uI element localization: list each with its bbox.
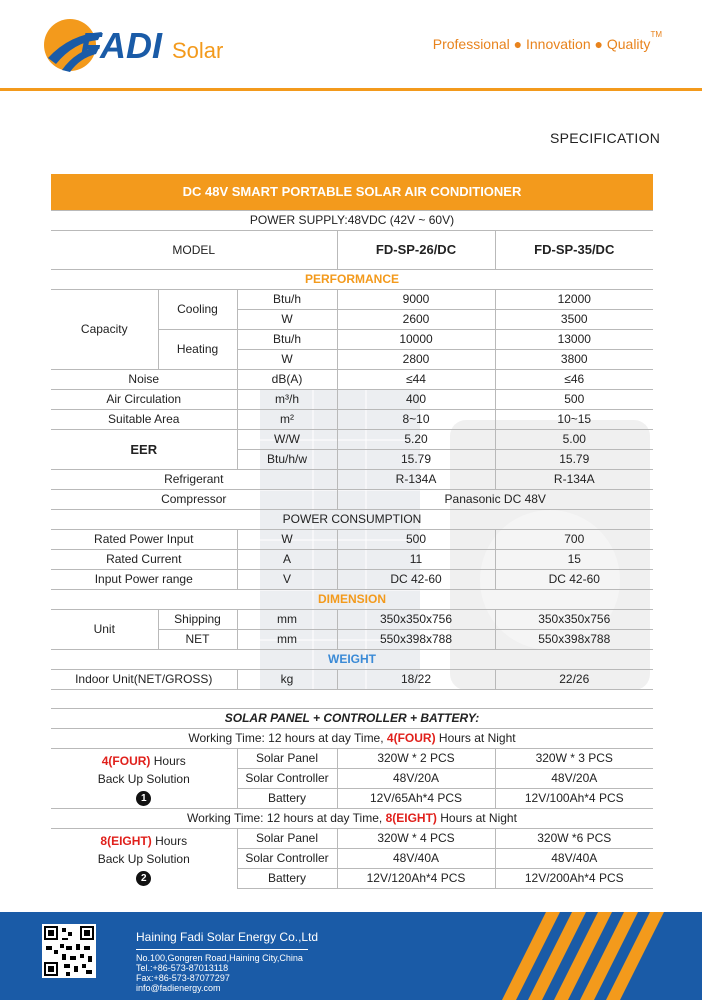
row-label: Indoor Unit(NET/GROSS) (51, 670, 237, 690)
company-address: No.100,Gongren Road,Haining City,China (136, 953, 303, 963)
backup-hours: Hours (150, 753, 186, 768)
solar-header: SOLAR PANEL + CONTROLLER + BATTERY: (51, 709, 653, 729)
eer-label: EER (51, 430, 237, 470)
model-label: MODEL (51, 231, 337, 270)
table-row (51, 610, 653, 630)
unit-cell: dB(A) (237, 370, 337, 390)
table-row (51, 570, 653, 590)
company-email[interactable]: info@fadienergy.com (136, 983, 221, 993)
value-cell: 500 (495, 390, 653, 410)
value-cell: 12V/120Ah*4 PCS (337, 869, 495, 889)
trademark: TM (650, 30, 662, 40)
value-cell: 8~10 (337, 410, 495, 430)
page-header (0, 0, 702, 92)
working-time-1 (51, 729, 653, 749)
value-cell: 12V/65Ah*4 PCS (337, 789, 495, 809)
row-label: Input Power range (51, 570, 237, 590)
section-dimension: DIMENSION (51, 590, 653, 610)
table-row (51, 370, 653, 390)
fadi-solar-logo (40, 14, 240, 76)
decorative-stripes (440, 912, 702, 1000)
performance-row (51, 270, 653, 290)
value-cell: R-134A (337, 470, 495, 490)
unit-cell: V (237, 570, 337, 590)
value-cell: 12000 (495, 290, 653, 310)
table-row (51, 490, 653, 510)
value-cell: 320W * 4 PCS (337, 829, 495, 849)
value-cell: 2800 (337, 350, 495, 370)
spacer-cell (51, 690, 653, 709)
capacity-label: Capacity (51, 290, 158, 370)
value-cell: 320W *6 PCS (495, 829, 653, 849)
row-label: Battery (237, 789, 337, 809)
table-row (51, 530, 653, 550)
working-time-text: Hours at Night (436, 811, 517, 825)
value-cell: 15.79 (495, 450, 653, 470)
working-time-highlight: 4(FOUR) (386, 731, 436, 745)
weight-row (51, 650, 653, 670)
working-time-text: Working Time: 12 hours at day Time, (187, 811, 386, 825)
number-badge: 1 (136, 791, 151, 806)
company-fax: Fax:+86-573-87077297 (136, 973, 230, 983)
value-cell: 700 (495, 530, 653, 550)
unit-cell: A (237, 550, 337, 570)
backup-hours: Hours (151, 833, 188, 848)
number-badge: 2 (136, 871, 151, 886)
row-label: Noise (51, 370, 237, 390)
backup-highlight: 4(FOUR) (101, 753, 151, 768)
value-cell: ≤44 (337, 370, 495, 390)
value-cell: 550x398x788 (337, 630, 495, 650)
value-cell: 18/22 (337, 670, 495, 690)
table-row (51, 390, 653, 410)
value-cell: DC 42-60 (337, 570, 495, 590)
row-label: Air Circulation (51, 390, 237, 410)
value-cell: 400 (337, 390, 495, 410)
model-2: FD-SP-35/DC (495, 231, 653, 270)
working-time-text: Hours at Night (435, 731, 516, 745)
row-label: Shipping (158, 610, 237, 630)
tagline-text: Professional ● Innovation ● Quality (432, 36, 651, 52)
brand-main: FADI (80, 25, 163, 66)
unit-cell: kg (237, 670, 337, 690)
power-supply-row (51, 211, 653, 231)
unit-cell: W (237, 350, 337, 370)
solar-header-row (51, 709, 653, 729)
row-label: Compressor (51, 490, 337, 510)
row-label: Refrigerant (51, 470, 337, 490)
section-power-consumption: POWER CONSUMPTION (51, 510, 653, 530)
value-cell: 550x398x788 (495, 630, 653, 650)
unit-cell: W (237, 310, 337, 330)
row-label: Suitable Area (51, 410, 237, 430)
model-row (51, 231, 653, 270)
tagline (432, 30, 662, 52)
value-cell: 11 (337, 550, 495, 570)
page-footer (0, 912, 702, 1000)
value-cell: 10~15 (495, 410, 653, 430)
value-cell: DC 42-60 (495, 570, 653, 590)
value-cell: 350x350x756 (495, 610, 653, 630)
working-time-text: Working Time: 12 hours at day Time, (188, 731, 387, 745)
spacer-row (51, 690, 653, 709)
row-label: Solar Panel (237, 829, 337, 849)
dimension-row (51, 590, 653, 610)
company-tel: Tel.:+86-573-87013118 (136, 963, 229, 973)
table-row (51, 829, 653, 849)
power-consumption-row (51, 510, 653, 530)
value-cell: 48V/20A (337, 769, 495, 789)
unit-cell: m² (237, 410, 337, 430)
power-supply: POWER SUPPLY:48VDC (42V ~ 60V) (51, 211, 653, 231)
value-cell: 3500 (495, 310, 653, 330)
value-cell: 500 (337, 530, 495, 550)
value-cell: 48V/40A (337, 849, 495, 869)
value-cell: 22/26 (495, 670, 653, 690)
value-cell: 12V/100Ah*4 PCS (495, 789, 653, 809)
footer-divider (136, 949, 308, 950)
value-cell: 15 (495, 550, 653, 570)
table-row (51, 670, 653, 690)
unit-cell: Btu/h/w (237, 450, 337, 470)
table-row (51, 290, 653, 310)
company-name: Haining Fadi Solar Energy Co.,Ltd (136, 930, 319, 944)
value-cell: 48V/20A (495, 769, 653, 789)
header-divider (0, 88, 702, 91)
table-title-row (51, 174, 653, 211)
unit-cell: m³/h (237, 390, 337, 410)
backup-label: Back Up Solution (97, 851, 190, 866)
value-cell: R-134A (495, 470, 653, 490)
unit-cell: mm (237, 630, 337, 650)
row-label: Solar Controller (237, 769, 337, 789)
value-cell: 5.20 (337, 430, 495, 450)
specification-table (51, 174, 653, 889)
model-1: FD-SP-26/DC (337, 231, 495, 270)
value-cell: 12V/200Ah*4 PCS (495, 869, 653, 889)
spec-title: SPECIFICATION (550, 130, 661, 146)
value-cell: 350x350x756 (337, 610, 495, 630)
unit-cell: mm (237, 610, 337, 630)
table-row (51, 410, 653, 430)
cooling-label: Cooling (158, 290, 237, 330)
row-label: Solar Panel (237, 749, 337, 769)
unit-cell: Btu/h (237, 330, 337, 350)
backup-highlight: 8(EIGHT) (100, 833, 152, 848)
section-weight: WEIGHT (51, 650, 653, 670)
value-cell: 13000 (495, 330, 653, 350)
unit-cell: W/W (237, 430, 337, 450)
row-label: NET (158, 630, 237, 650)
backup-label: Back Up Solution (97, 771, 190, 786)
value-cell: 9000 (337, 290, 495, 310)
value-cell: 320W * 2 PCS (337, 749, 495, 769)
value-cell: 48V/40A (495, 849, 653, 869)
backup-solution-1 (51, 749, 237, 809)
row-label: Rated Current (51, 550, 237, 570)
table-row (51, 550, 653, 570)
backup-solution-2 (51, 829, 237, 889)
value-cell: 2600 (337, 310, 495, 330)
table-row (51, 749, 653, 769)
brand-sub: Solar (172, 38, 224, 63)
value-cell: 3800 (495, 350, 653, 370)
value-cell: 15.79 (337, 450, 495, 470)
table-row (51, 470, 653, 490)
row-label: Battery (237, 869, 337, 889)
value-cell: 320W * 3 PCS (495, 749, 653, 769)
working-time-highlight: 8(EIGHT) (385, 811, 437, 825)
value-cell: ≤46 (495, 370, 653, 390)
table-row (51, 430, 653, 450)
working-time-row (51, 729, 653, 749)
working-time-row (51, 809, 653, 829)
value-cell: 10000 (337, 330, 495, 350)
unit-cell: Btu/h (237, 290, 337, 310)
qr-code-icon (42, 924, 96, 978)
table-title: DC 48V SMART PORTABLE SOLAR AIR CONDITIONER (51, 174, 653, 211)
row-label: Rated Power Input (51, 530, 237, 550)
unit-label: Unit (51, 610, 158, 650)
working-time-2 (51, 809, 653, 829)
heating-label: Heating (158, 330, 237, 370)
section-performance: PERFORMANCE (51, 270, 653, 290)
value-cell: 5.00 (495, 430, 653, 450)
row-label: Solar Controller (237, 849, 337, 869)
unit-cell: W (237, 530, 337, 550)
value-cell: Panasonic DC 48V (337, 490, 653, 510)
